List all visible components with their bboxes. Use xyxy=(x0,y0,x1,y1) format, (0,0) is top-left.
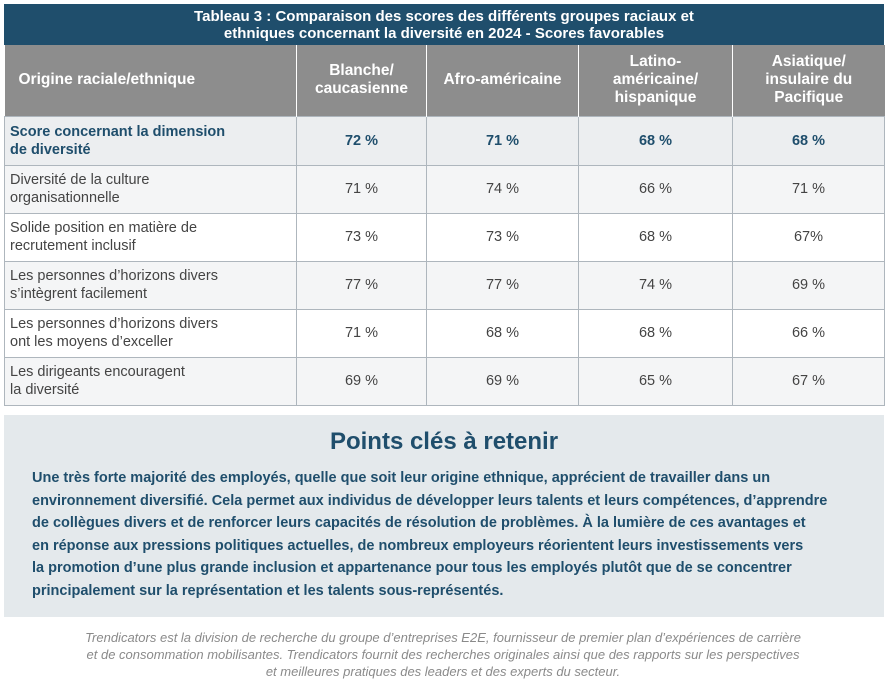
cell-asian: 69 % xyxy=(733,261,885,309)
header-latino xyxy=(579,45,733,116)
header-asian-line-2: insulaire du xyxy=(765,71,853,89)
row-label-line-2: s’intègrent facilement xyxy=(10,286,148,302)
cell-latino: 68 % xyxy=(579,116,733,165)
takeaway-line: Une très forte majorité des employés, quelle que soit leur origine ethnique, apprécient de travailler dans un xyxy=(32,470,771,486)
row-label-line-2: recrutement inclusif xyxy=(10,238,136,254)
footer-note xyxy=(8,629,878,680)
cell-asian: 66 % xyxy=(733,309,885,357)
header-african-american xyxy=(427,45,579,116)
cell-african-american: 77 % xyxy=(427,261,579,309)
header-latino-line-2: américaine/ xyxy=(612,71,699,89)
cell-african-american: 74 % xyxy=(427,165,579,213)
row-label xyxy=(5,116,297,165)
table-row xyxy=(5,116,885,165)
cell-white: 72 % xyxy=(297,116,427,165)
table-title-line-1: Tableau 3 : Comparaison des scores des différents groupes raciaux et xyxy=(194,8,694,25)
footer-line: et meilleures pratiques des leaders et des experts du secteur. xyxy=(265,664,621,679)
cell-african-american: 73 % xyxy=(427,213,579,261)
row-label-line-2: la diversité xyxy=(10,382,80,398)
row-label-line-1: Les personnes d’horizons divers xyxy=(10,268,218,284)
row-label-line-2: de diversité xyxy=(10,141,91,158)
cell-white: 71 % xyxy=(297,309,427,357)
cell-african-american: 71 % xyxy=(427,116,579,165)
key-takeaways-text xyxy=(4,458,884,603)
cell-african-american: 68 % xyxy=(427,309,579,357)
row-label-line-1: Les dirigeants encouragent xyxy=(10,364,185,380)
header-origin xyxy=(5,45,297,116)
key-takeaways-box xyxy=(4,415,884,617)
takeaway-line: environnement diversifié. Cela permet aux individus de développer leurs talents et leurs compétences, d’apprendre xyxy=(32,492,828,509)
cell-white: 71 % xyxy=(297,165,427,213)
table-row xyxy=(5,165,885,213)
cell-asian: 71 % xyxy=(733,165,885,213)
header-white-line-2: caucasienne xyxy=(314,80,409,98)
cell-asian: 67% xyxy=(733,213,885,261)
cell-white: 69 % xyxy=(297,357,427,405)
key-takeaways-title: Points clés à retenir xyxy=(329,428,559,455)
header-origin-text: Origine raciale/ethnique xyxy=(18,71,196,89)
row-label-line-1: Score concernant la dimension xyxy=(10,123,226,140)
takeaway-line: en réponse aux pressions politiques actuelles, de nombreux employeurs réorientent leurs investissements vers xyxy=(32,537,804,554)
cell-asian: 68 % xyxy=(733,116,885,165)
table-row xyxy=(5,357,885,405)
header-latino-line-3: hispanique xyxy=(614,89,697,107)
row-label-line-1: Diversité de la culture xyxy=(10,172,150,188)
cell-latino: 74 % xyxy=(579,261,733,309)
row-label xyxy=(5,261,297,309)
table-header-row xyxy=(5,45,885,116)
takeaway-line: la promotion d’une plus grande inclusion et appartenance pour tous les employés plutôt que de se concentrer xyxy=(32,560,792,577)
row-label-line-1: Les personnes d’horizons divers xyxy=(10,316,218,332)
table-row xyxy=(5,213,885,261)
row-label-line-2: ont les moyens d’exceller xyxy=(10,334,173,350)
cell-latino: 68 % xyxy=(579,309,733,357)
header-asian-line-1: Asiatique/ xyxy=(771,53,846,71)
table-row xyxy=(5,261,885,309)
comparison-table-section xyxy=(4,4,884,406)
cell-latino: 65 % xyxy=(579,357,733,405)
header-african-american-text: Afro-américaine xyxy=(443,71,562,89)
footer-line: Trendicators est la division de recherche du groupe d’entreprises E2E, fournisseur de premier plan d’expériences de carrière xyxy=(85,630,801,645)
row-label xyxy=(5,309,297,357)
table-title-line-2: ethniques concernant la diversité en 2024 - Scores favorables xyxy=(223,25,665,42)
cell-asian: 67 % xyxy=(733,357,885,405)
row-label xyxy=(5,357,297,405)
header-asian xyxy=(733,45,885,116)
cell-white: 73 % xyxy=(297,213,427,261)
cell-latino: 68 % xyxy=(579,213,733,261)
cell-white: 77 % xyxy=(297,261,427,309)
cell-latino: 66 % xyxy=(579,165,733,213)
table-row xyxy=(5,309,885,357)
table-title xyxy=(4,4,884,45)
row-label xyxy=(5,213,297,261)
footer-line: et de consommation mobilisantes. Trendicators fournit des recherches originales ainsi que des rapports sur les perspectives xyxy=(86,647,800,662)
header-white-line-1: Blanche/ xyxy=(329,62,394,80)
cell-african-american: 69 % xyxy=(427,357,579,405)
row-label xyxy=(5,165,297,213)
row-label-line-1: Solide position en matière de xyxy=(10,220,198,236)
header-asian-line-3: Pacifique xyxy=(774,89,844,107)
takeaway-line: principalement sur la représentation et les talents sous-représentés. xyxy=(32,582,504,599)
comparison-table xyxy=(4,45,885,406)
header-white xyxy=(297,45,427,116)
takeaway-line: de collègues divers et de renforcer leurs capacités de résolution de problèmes. À la lumière de ces avantages et xyxy=(32,515,806,532)
header-latino-line-1: Latino- xyxy=(629,53,682,71)
row-label-line-2: organisationnelle xyxy=(10,190,120,206)
